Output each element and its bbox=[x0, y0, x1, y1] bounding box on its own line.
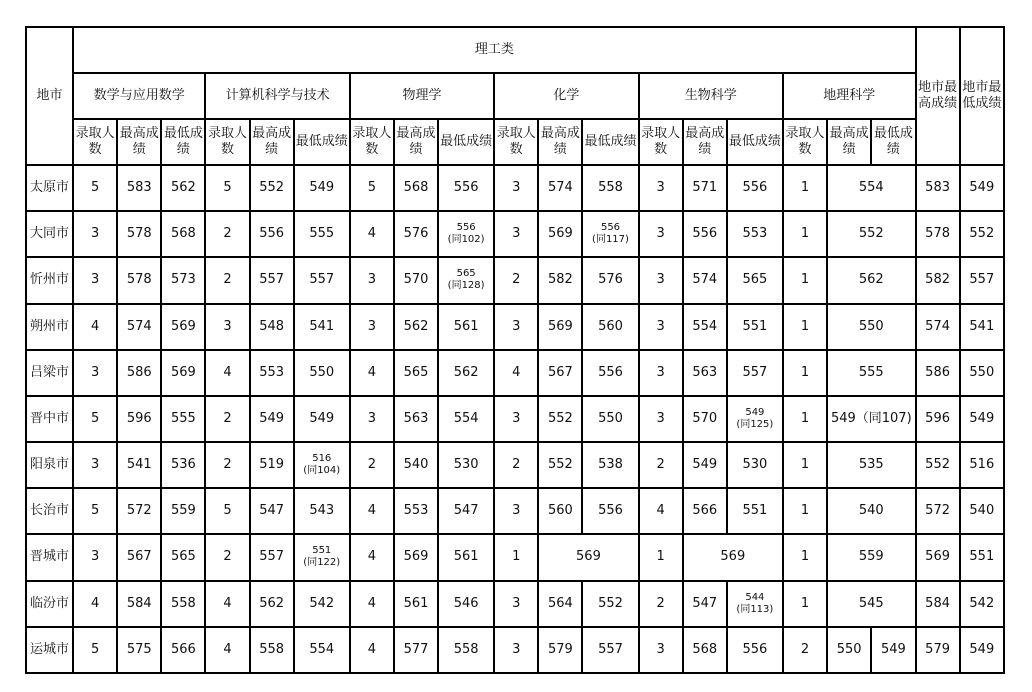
highest-score: 584 bbox=[117, 581, 161, 627]
highest-score: 583 bbox=[117, 165, 161, 211]
city-highest-score: 574 bbox=[916, 304, 960, 350]
city-highest-score: 584 bbox=[916, 581, 960, 627]
city-highest-score: 583 bbox=[916, 165, 960, 211]
lowest-score-note: (同104) bbox=[303, 465, 341, 477]
admit-count: 1 bbox=[494, 534, 538, 580]
header-city: 地市 bbox=[26, 27, 73, 165]
admit-count: 3 bbox=[639, 350, 683, 396]
highest-score: 567 bbox=[538, 350, 582, 396]
highest-score-header: 最高成绩 bbox=[683, 119, 727, 165]
lowest-score-value: 565 bbox=[456, 268, 476, 280]
lowest-score bbox=[294, 534, 350, 580]
table-row bbox=[26, 257, 1004, 303]
admit-count: 1 bbox=[783, 257, 827, 303]
highest-score-header: 最高成绩 bbox=[827, 119, 871, 165]
lowest-score: 561 bbox=[438, 304, 494, 350]
lowest-score: 558 bbox=[582, 165, 638, 211]
lowest-score: 549 bbox=[294, 165, 350, 211]
admit-count: 1 bbox=[783, 165, 827, 211]
lowest-score: 551 bbox=[727, 488, 783, 534]
city-name: 忻州市 bbox=[26, 257, 73, 303]
table-row bbox=[26, 396, 1004, 442]
city-highest-score: 586 bbox=[916, 350, 960, 396]
lowest-score-value: 544 bbox=[745, 591, 765, 603]
merged-score: 550 bbox=[827, 304, 915, 350]
admit-count: 4 bbox=[639, 488, 683, 534]
lowest-score: 530 bbox=[438, 442, 494, 488]
city-lowest-score: 541 bbox=[960, 304, 1004, 350]
admit-count: 4 bbox=[350, 488, 394, 534]
lowest-score: 557 bbox=[582, 627, 638, 673]
highest-score: 553 bbox=[394, 488, 438, 534]
admit-count: 4 bbox=[73, 581, 117, 627]
admit-count-header: 录取人数 bbox=[639, 119, 683, 165]
admission-score-table bbox=[25, 26, 1005, 674]
highest-score: 562 bbox=[394, 304, 438, 350]
admit-count: 3 bbox=[494, 304, 538, 350]
city-highest-score: 569 bbox=[916, 534, 960, 580]
admit-count-header: 录取人数 bbox=[494, 119, 538, 165]
table-row bbox=[26, 304, 1004, 350]
admit-count: 2 bbox=[639, 442, 683, 488]
lowest-score: 554 bbox=[438, 396, 494, 442]
highest-score: 569 bbox=[538, 304, 582, 350]
table-row bbox=[26, 165, 1004, 211]
lowest-score: 556 bbox=[438, 165, 494, 211]
admit-count: 5 bbox=[205, 488, 249, 534]
city-name: 大同市 bbox=[26, 211, 73, 257]
admit-count: 4 bbox=[205, 581, 249, 627]
highest-score: 569 bbox=[394, 534, 438, 580]
subject-header: 化学 bbox=[494, 73, 638, 119]
highest-score: 549 bbox=[683, 442, 727, 488]
highest-score: 552 bbox=[538, 396, 582, 442]
lowest-score-value: 516 bbox=[312, 453, 332, 465]
lowest-score: 538 bbox=[582, 442, 638, 488]
admit-count: 4 bbox=[350, 627, 394, 673]
lowest-score: 541 bbox=[294, 304, 350, 350]
highest-score: 567 bbox=[117, 534, 161, 580]
lowest-score: 549 bbox=[871, 627, 915, 673]
lowest-score bbox=[438, 257, 494, 303]
highest-score: 569 bbox=[538, 211, 582, 257]
city-name: 晋城市 bbox=[26, 534, 73, 580]
admit-count: 3 bbox=[350, 257, 394, 303]
highest-score: 563 bbox=[683, 350, 727, 396]
table-row bbox=[26, 488, 1004, 534]
admit-count: 3 bbox=[494, 581, 538, 627]
admit-count: 2 bbox=[205, 257, 249, 303]
lowest-score bbox=[727, 581, 783, 627]
admit-count: 2 bbox=[494, 257, 538, 303]
header-city-lowest: 地市最低成绩 bbox=[960, 27, 1004, 165]
admit-count: 4 bbox=[205, 350, 249, 396]
lowest-score-note: (同128) bbox=[447, 280, 485, 292]
highest-score: 586 bbox=[117, 350, 161, 396]
admit-count: 5 bbox=[73, 396, 117, 442]
highest-score-header: 最高成绩 bbox=[394, 119, 438, 165]
lowest-score: 557 bbox=[727, 350, 783, 396]
city-highest-score: 582 bbox=[916, 257, 960, 303]
merged-score: 552 bbox=[827, 211, 915, 257]
highest-score: 596 bbox=[117, 396, 161, 442]
highest-score: 571 bbox=[683, 165, 727, 211]
highest-score: 549 bbox=[250, 396, 294, 442]
lowest-score: 561 bbox=[438, 534, 494, 580]
lowest-score: 552 bbox=[582, 581, 638, 627]
admit-count: 4 bbox=[205, 627, 249, 673]
header-category: 理工类 bbox=[73, 27, 915, 73]
table-row bbox=[26, 627, 1004, 673]
admit-count: 2 bbox=[205, 211, 249, 257]
highest-score: 574 bbox=[538, 165, 582, 211]
admit-count: 4 bbox=[350, 350, 394, 396]
lowest-score-note: (同113) bbox=[736, 603, 774, 615]
admit-count: 3 bbox=[494, 627, 538, 673]
lowest-score-header: 最低成绩 bbox=[438, 119, 494, 165]
admit-count: 2 bbox=[783, 627, 827, 673]
highest-score-header: 最高成绩 bbox=[117, 119, 161, 165]
highest-score: 575 bbox=[117, 627, 161, 673]
highest-score: 557 bbox=[250, 534, 294, 580]
admit-count-header: 录取人数 bbox=[350, 119, 394, 165]
admit-count: 1 bbox=[783, 442, 827, 488]
highest-score: 572 bbox=[117, 488, 161, 534]
lowest-score bbox=[582, 211, 638, 257]
highest-score: 568 bbox=[683, 627, 727, 673]
highest-score: 579 bbox=[538, 627, 582, 673]
highest-score: 557 bbox=[250, 257, 294, 303]
lowest-score: 558 bbox=[438, 627, 494, 673]
lowest-score-note: (同125) bbox=[736, 418, 774, 430]
admit-count: 2 bbox=[205, 534, 249, 580]
lowest-score: 565 bbox=[727, 257, 783, 303]
highest-score: 570 bbox=[394, 257, 438, 303]
lowest-score: 536 bbox=[161, 442, 205, 488]
lowest-score bbox=[294, 442, 350, 488]
lowest-score: 547 bbox=[438, 488, 494, 534]
city-lowest-score: 549 bbox=[960, 627, 1004, 673]
table-row bbox=[26, 350, 1004, 396]
admit-count: 3 bbox=[73, 211, 117, 257]
lowest-score: 550 bbox=[294, 350, 350, 396]
lowest-score: 576 bbox=[582, 257, 638, 303]
merged-score: 555 bbox=[827, 350, 915, 396]
admit-count: 2 bbox=[205, 442, 249, 488]
lowest-score-value: 549 bbox=[745, 406, 765, 418]
lowest-score: 573 bbox=[161, 257, 205, 303]
lowest-score: 546 bbox=[438, 581, 494, 627]
admit-count: 3 bbox=[639, 627, 683, 673]
city-lowest-score: 549 bbox=[960, 396, 1004, 442]
admit-count-header: 录取人数 bbox=[783, 119, 827, 165]
lowest-score: 553 bbox=[727, 211, 783, 257]
admit-count: 3 bbox=[639, 396, 683, 442]
admit-count: 3 bbox=[494, 488, 538, 534]
city-lowest-score: 552 bbox=[960, 211, 1004, 257]
highest-score: 541 bbox=[117, 442, 161, 488]
city-name: 运城市 bbox=[26, 627, 73, 673]
admit-count: 3 bbox=[73, 442, 117, 488]
highest-score-header: 最高成绩 bbox=[250, 119, 294, 165]
subject-header: 地理科学 bbox=[783, 73, 916, 119]
lowest-score-header: 最低成绩 bbox=[871, 119, 915, 165]
merged-score: 569 bbox=[538, 534, 638, 580]
admit-count: 3 bbox=[639, 165, 683, 211]
admit-count: 3 bbox=[494, 211, 538, 257]
lowest-score: 562 bbox=[438, 350, 494, 396]
lowest-score-header: 最低成绩 bbox=[582, 119, 638, 165]
subject-header: 生物科学 bbox=[639, 73, 783, 119]
lowest-score: 542 bbox=[294, 581, 350, 627]
highest-score: 574 bbox=[683, 257, 727, 303]
highest-score: 547 bbox=[683, 581, 727, 627]
lowest-score: 555 bbox=[161, 396, 205, 442]
highest-score: 547 bbox=[250, 488, 294, 534]
merged-score: 569 bbox=[683, 534, 783, 580]
admit-count: 1 bbox=[783, 304, 827, 350]
lowest-score: 555 bbox=[294, 211, 350, 257]
subject-header: 数学与应用数学 bbox=[73, 73, 205, 119]
lowest-score: 551 bbox=[727, 304, 783, 350]
city-highest-score: 578 bbox=[916, 211, 960, 257]
highest-score: 553 bbox=[250, 350, 294, 396]
lowest-score-value: 556 bbox=[456, 222, 476, 234]
merged-score: 559 bbox=[827, 534, 915, 580]
city-name: 太原市 bbox=[26, 165, 73, 211]
admit-count: 2 bbox=[205, 396, 249, 442]
admit-count: 1 bbox=[783, 396, 827, 442]
lowest-score: 569 bbox=[161, 304, 205, 350]
admit-count: 4 bbox=[350, 534, 394, 580]
table-row bbox=[26, 534, 1004, 580]
lowest-score: 568 bbox=[161, 211, 205, 257]
lowest-score: 562 bbox=[161, 165, 205, 211]
lowest-score bbox=[438, 211, 494, 257]
city-name: 朔州市 bbox=[26, 304, 73, 350]
table-row bbox=[26, 442, 1004, 488]
lowest-score-header: 最低成绩 bbox=[294, 119, 350, 165]
lowest-score: 560 bbox=[582, 304, 638, 350]
city-highest-score: 552 bbox=[916, 442, 960, 488]
highest-score: 582 bbox=[538, 257, 582, 303]
subject-header: 物理学 bbox=[350, 73, 494, 119]
highest-score: 563 bbox=[394, 396, 438, 442]
highest-score: 556 bbox=[250, 211, 294, 257]
merged-score: 535 bbox=[827, 442, 915, 488]
lowest-score-note: (同122) bbox=[303, 557, 341, 569]
city-name: 临汾市 bbox=[26, 581, 73, 627]
city-lowest-score: 516 bbox=[960, 442, 1004, 488]
merged-score: 562 bbox=[827, 257, 915, 303]
admit-count: 3 bbox=[73, 350, 117, 396]
lowest-score: 569 bbox=[161, 350, 205, 396]
lowest-score: 556 bbox=[582, 350, 638, 396]
city-highest-score: 596 bbox=[916, 396, 960, 442]
city-name: 长治市 bbox=[26, 488, 73, 534]
lowest-score: 556 bbox=[727, 627, 783, 673]
admit-count: 5 bbox=[73, 627, 117, 673]
lowest-score-note: (同117) bbox=[592, 234, 629, 246]
highest-score: 566 bbox=[683, 488, 727, 534]
lowest-score: 558 bbox=[161, 581, 205, 627]
highest-score: 519 bbox=[250, 442, 294, 488]
highest-score: 562 bbox=[250, 581, 294, 627]
lowest-score-value: 556 bbox=[600, 222, 621, 234]
admit-count: 1 bbox=[783, 488, 827, 534]
admit-count: 3 bbox=[494, 396, 538, 442]
subject-header: 计算机科学与技术 bbox=[205, 73, 349, 119]
admit-count: 3 bbox=[350, 304, 394, 350]
lowest-score-note: (同102) bbox=[447, 234, 485, 246]
admit-count: 1 bbox=[783, 534, 827, 580]
table-row bbox=[26, 581, 1004, 627]
highest-score: 578 bbox=[117, 211, 161, 257]
admit-count: 3 bbox=[494, 165, 538, 211]
highest-score: 552 bbox=[250, 165, 294, 211]
lowest-score: 557 bbox=[294, 257, 350, 303]
city-lowest-score: 550 bbox=[960, 350, 1004, 396]
city-name: 阳泉市 bbox=[26, 442, 73, 488]
admit-count: 4 bbox=[494, 350, 538, 396]
admit-count: 3 bbox=[73, 257, 117, 303]
highest-score: 577 bbox=[394, 627, 438, 673]
lowest-score: 565 bbox=[161, 534, 205, 580]
lowest-score-header: 最低成绩 bbox=[727, 119, 783, 165]
admit-count: 5 bbox=[73, 488, 117, 534]
admit-count-header: 录取人数 bbox=[73, 119, 117, 165]
admit-count: 3 bbox=[205, 304, 249, 350]
admit-count: 2 bbox=[494, 442, 538, 488]
lowest-score: 559 bbox=[161, 488, 205, 534]
city-lowest-score: 551 bbox=[960, 534, 1004, 580]
merged-score: 549（同107) bbox=[827, 396, 915, 442]
highest-score: 552 bbox=[538, 442, 582, 488]
highest-score: 564 bbox=[538, 581, 582, 627]
lowest-score bbox=[727, 396, 783, 442]
admit-count: 3 bbox=[639, 257, 683, 303]
lowest-score: 566 bbox=[161, 627, 205, 673]
highest-score: 556 bbox=[683, 211, 727, 257]
admit-count: 2 bbox=[350, 442, 394, 488]
highest-score: 560 bbox=[538, 488, 582, 534]
merged-score: 554 bbox=[827, 165, 915, 211]
highest-score: 568 bbox=[394, 165, 438, 211]
header-city-highest: 地市最高成绩 bbox=[916, 27, 960, 165]
admit-count: 1 bbox=[639, 534, 683, 580]
admit-count: 1 bbox=[783, 581, 827, 627]
lowest-score: 530 bbox=[727, 442, 783, 488]
admit-count: 3 bbox=[639, 211, 683, 257]
merged-score: 545 bbox=[827, 581, 915, 627]
city-lowest-score: 549 bbox=[960, 165, 1004, 211]
highest-score: 578 bbox=[117, 257, 161, 303]
city-lowest-score: 540 bbox=[960, 488, 1004, 534]
lowest-score: 554 bbox=[294, 627, 350, 673]
city-lowest-score: 557 bbox=[960, 257, 1004, 303]
admit-count: 5 bbox=[73, 165, 117, 211]
city-lowest-score: 542 bbox=[960, 581, 1004, 627]
highest-score: 558 bbox=[250, 627, 294, 673]
lowest-score-header: 最低成绩 bbox=[161, 119, 205, 165]
admit-count: 1 bbox=[783, 350, 827, 396]
highest-score: 561 bbox=[394, 581, 438, 627]
city-highest-score: 572 bbox=[916, 488, 960, 534]
admit-count: 5 bbox=[350, 165, 394, 211]
lowest-score: 556 bbox=[727, 165, 783, 211]
lowest-score: 550 bbox=[582, 396, 638, 442]
admit-count: 3 bbox=[350, 396, 394, 442]
merged-score: 540 bbox=[827, 488, 915, 534]
city-highest-score: 579 bbox=[916, 627, 960, 673]
lowest-score-value: 551 bbox=[312, 545, 332, 557]
highest-score: 574 bbox=[117, 304, 161, 350]
admit-count: 4 bbox=[350, 581, 394, 627]
lowest-score: 543 bbox=[294, 488, 350, 534]
admit-count: 4 bbox=[73, 304, 117, 350]
admit-count-header: 录取人数 bbox=[205, 119, 249, 165]
lowest-score: 549 bbox=[294, 396, 350, 442]
highest-score: 554 bbox=[683, 304, 727, 350]
admit-count: 1 bbox=[783, 211, 827, 257]
table-row bbox=[26, 211, 1004, 257]
highest-score-header: 最高成绩 bbox=[538, 119, 582, 165]
highest-score: 576 bbox=[394, 211, 438, 257]
lowest-score: 556 bbox=[582, 488, 638, 534]
highest-score: 550 bbox=[827, 627, 871, 673]
city-name: 晋中市 bbox=[26, 396, 73, 442]
highest-score: 548 bbox=[250, 304, 294, 350]
highest-score: 565 bbox=[394, 350, 438, 396]
admit-count: 4 bbox=[350, 211, 394, 257]
admit-count: 5 bbox=[205, 165, 249, 211]
admit-count: 3 bbox=[639, 304, 683, 350]
highest-score: 570 bbox=[683, 396, 727, 442]
city-name: 吕梁市 bbox=[26, 350, 73, 396]
admit-count: 2 bbox=[639, 581, 683, 627]
admit-count: 3 bbox=[73, 534, 117, 580]
highest-score: 540 bbox=[394, 442, 438, 488]
